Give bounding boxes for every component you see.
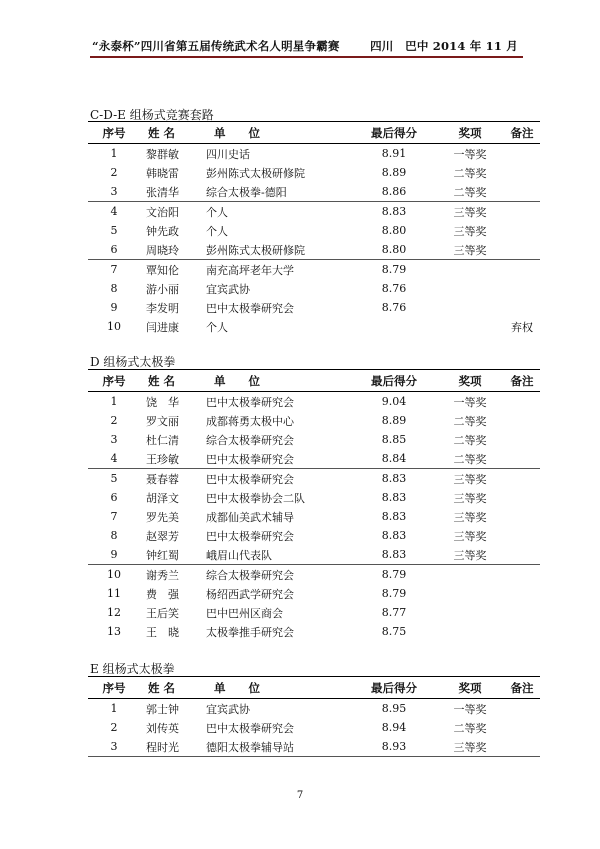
cell-score: 8.93 xyxy=(352,737,436,757)
cell-award: 一等奖 xyxy=(453,395,487,409)
cell-score: 8.77 xyxy=(381,606,407,619)
cell-no: 3 xyxy=(88,737,140,757)
table-row xyxy=(88,469,540,489)
cell-score: 8.94 xyxy=(381,721,407,734)
cell-award: 二等奖 xyxy=(436,182,504,202)
results-table-cde xyxy=(88,121,540,336)
col-header-name: 姓 名 xyxy=(140,122,206,144)
cell-note: 弃权 xyxy=(511,320,533,334)
cell-no: 6 xyxy=(110,491,118,504)
table-row xyxy=(88,565,540,585)
table-row xyxy=(88,240,540,260)
cell-award xyxy=(436,317,504,336)
cell-score: 8.89 xyxy=(381,166,407,179)
cell-award: 三等奖 xyxy=(436,545,504,565)
table-row xyxy=(88,584,540,603)
cell-score: 8.83 xyxy=(381,510,407,523)
cell-score: 8.83 xyxy=(352,545,436,565)
cell-score: 8.83 xyxy=(381,472,407,485)
cell-note xyxy=(504,603,540,622)
table-row xyxy=(88,163,540,182)
cell-name: 杜仁清 xyxy=(146,433,179,447)
table-row xyxy=(88,202,540,222)
page-header xyxy=(90,38,520,54)
col-header-name: 姓 名 xyxy=(140,370,206,392)
cell-name: 郭士钟 xyxy=(146,702,179,716)
cell-no: 12 xyxy=(107,606,121,619)
cell-award: 三等奖 xyxy=(453,491,487,505)
cell-award xyxy=(436,584,504,603)
cell-note xyxy=(504,718,540,737)
cell-name: 赵翠芳 xyxy=(146,529,179,543)
cell-award: 三等奖 xyxy=(453,529,487,543)
cell-no: 11 xyxy=(107,587,121,600)
cell-name: 罗先美 xyxy=(146,510,179,524)
cell-name: 闫进康 xyxy=(146,320,179,334)
cell-no: 1 xyxy=(110,147,118,160)
col-header-note: 备注 xyxy=(504,122,540,144)
cell-no: 4 xyxy=(110,205,118,218)
cell-unit: 综合太极拳-德阳 xyxy=(206,182,352,202)
cell-no: 2 xyxy=(110,166,118,179)
cell-score: 8.95 xyxy=(381,702,407,715)
cell-unit: 宜宾武协 xyxy=(206,702,250,716)
cell-no: 3 xyxy=(88,182,140,202)
cell-note xyxy=(504,507,540,526)
cell-award: 一等奖 xyxy=(453,702,487,716)
cell-no: 7 xyxy=(110,510,118,523)
cell-score: 8.76 xyxy=(381,301,407,314)
cell-score xyxy=(352,317,436,336)
cell-name: 谢秀兰 xyxy=(146,568,179,582)
page-number: 7 xyxy=(296,790,304,801)
cell-award xyxy=(436,622,504,641)
cell-no: 2 xyxy=(110,721,118,734)
cell-score: 8.80 xyxy=(381,224,407,237)
cell-score: 8.84 xyxy=(352,449,436,469)
cell-unit: 峨眉山代表队 xyxy=(206,545,352,565)
cell-no: 13 xyxy=(107,625,121,638)
col-header-score: 最后得分 xyxy=(352,370,436,392)
cell-note xyxy=(504,240,540,260)
table-row xyxy=(88,699,540,719)
cell-score: 8.75 xyxy=(381,625,407,638)
cell-score: 8.89 xyxy=(381,414,407,427)
col-header-note: 备注 xyxy=(504,370,540,392)
table-header-row xyxy=(88,122,540,144)
cell-award: 三等奖 xyxy=(436,737,504,757)
cell-note xyxy=(504,279,540,298)
col-header-award: 奖项 xyxy=(436,677,504,699)
table-row xyxy=(88,526,540,545)
cell-no: 1 xyxy=(110,395,118,408)
cell-unit: 个人 xyxy=(206,224,228,238)
cell-unit: 个人 xyxy=(206,205,228,219)
table-row xyxy=(88,603,540,622)
cell-score: 8.83 xyxy=(381,529,407,542)
cell-score: 8.80 xyxy=(352,240,436,260)
cell-unit: 太极拳推手研究会 xyxy=(206,625,294,639)
cell-note xyxy=(504,565,540,585)
table-header-row xyxy=(88,370,540,392)
cell-score: 8.76 xyxy=(381,282,407,295)
col-header-award: 奖项 xyxy=(436,370,504,392)
cell-no: 3 xyxy=(110,433,118,446)
cell-note xyxy=(504,182,540,202)
table-row xyxy=(88,221,540,240)
cell-unit: 个人 xyxy=(206,320,228,334)
cell-unit: 宜宾武协 xyxy=(206,282,250,296)
cell-score: 8.85 xyxy=(381,433,407,446)
cell-score: 9.04 xyxy=(381,395,407,408)
cell-no: 8 xyxy=(110,529,118,542)
cell-name: 李发明 xyxy=(146,301,179,315)
cell-score: 8.79 xyxy=(381,263,407,276)
cell-note xyxy=(504,469,540,489)
cell-note xyxy=(504,430,540,449)
cell-unit: 彭州陈式太极研修院 xyxy=(206,240,352,260)
cell-award: 一等奖 xyxy=(453,147,487,161)
cell-award: 二等奖 xyxy=(453,166,487,180)
cell-unit: 杨绍西武学研究会 xyxy=(206,587,294,601)
cell-unit: 彭州陈式太极研修院 xyxy=(206,166,305,180)
cell-unit: 巴中太极拳研究会 xyxy=(206,395,294,409)
col-header-no: 序号 xyxy=(88,370,140,392)
cell-note xyxy=(504,526,540,545)
cell-award xyxy=(436,260,504,280)
col-header-unit: 单 位 xyxy=(206,370,352,392)
cell-unit: 巴中巴州区商会 xyxy=(206,606,283,620)
table-row xyxy=(88,430,540,449)
table-row xyxy=(88,545,540,565)
cell-award xyxy=(436,603,504,622)
table-row xyxy=(88,298,540,317)
cell-note xyxy=(504,411,540,430)
cell-name: 覃知伦 xyxy=(146,263,179,277)
col-header-unit: 单 位 xyxy=(206,122,352,144)
table-row xyxy=(88,737,540,757)
cell-score: 8.91 xyxy=(381,147,407,160)
col-header-score: 最后得分 xyxy=(352,677,436,699)
header-place-date: 四川 巴中 2014 年 11 月 xyxy=(370,39,518,53)
table-row xyxy=(88,507,540,526)
cell-note xyxy=(504,545,540,565)
cell-name: 饶 华 xyxy=(146,395,179,409)
cell-unit: 综合太极拳研究会 xyxy=(206,433,294,447)
cell-name: 韩晓雷 xyxy=(146,166,179,180)
cell-note xyxy=(504,163,540,182)
section-title-cde: C-D-E 组杨式竞赛套路 xyxy=(90,108,214,122)
col-header-award: 奖项 xyxy=(436,122,504,144)
cell-note xyxy=(504,622,540,641)
cell-award: 三等奖 xyxy=(453,472,487,486)
cell-name: 费 强 xyxy=(146,587,179,601)
cell-note xyxy=(504,260,540,280)
cell-name: 游小丽 xyxy=(146,282,179,296)
cell-award: 二等奖 xyxy=(453,414,487,428)
table-row xyxy=(88,279,540,298)
col-header-no: 序号 xyxy=(88,122,140,144)
col-header-score: 最后得分 xyxy=(352,122,436,144)
table-row xyxy=(88,182,540,202)
cell-award: 三等奖 xyxy=(436,240,504,260)
cell-no: 1 xyxy=(110,702,118,715)
cell-note xyxy=(504,737,540,757)
cell-name: 钟红蜀 xyxy=(140,545,206,565)
cell-award xyxy=(436,565,504,585)
col-header-no: 序号 xyxy=(88,677,140,699)
cell-note xyxy=(504,298,540,317)
cell-note xyxy=(504,392,540,412)
cell-no: 9 xyxy=(110,301,118,314)
table-row xyxy=(88,411,540,430)
cell-unit: 巴中太极拳研究会 xyxy=(206,449,352,469)
cell-note xyxy=(504,202,540,222)
cell-no: 9 xyxy=(88,545,140,565)
cell-unit: 综合太极拳研究会 xyxy=(206,568,294,582)
cell-score: 8.79 xyxy=(381,587,407,600)
results-table-e xyxy=(88,676,540,757)
cell-name: 张清华 xyxy=(140,182,206,202)
cell-name: 程时光 xyxy=(140,737,206,757)
cell-name: 钟先政 xyxy=(146,224,179,238)
cell-unit: 德阳太极拳辅导站 xyxy=(206,737,352,757)
cell-award: 二等奖 xyxy=(453,433,487,447)
cell-unit: 巴中太极拳研究会 xyxy=(206,721,294,735)
cell-note xyxy=(504,144,540,164)
cell-note xyxy=(504,488,540,507)
cell-name: 聂春蓉 xyxy=(146,472,179,486)
cell-note xyxy=(504,584,540,603)
cell-no: 8 xyxy=(110,282,118,295)
cell-unit: 巴中太极拳研究会 xyxy=(206,529,294,543)
cell-award: 三等奖 xyxy=(453,510,487,524)
table-row xyxy=(88,622,540,641)
cell-unit: 成都蒋勇太极中心 xyxy=(206,414,294,428)
cell-award: 二等奖 xyxy=(453,721,487,735)
cell-score: 8.83 xyxy=(381,491,407,504)
cell-name: 刘传英 xyxy=(146,721,179,735)
cell-note xyxy=(504,699,540,719)
cell-no: 2 xyxy=(110,414,118,427)
cell-name: 文治阳 xyxy=(146,205,179,219)
cell-no: 7 xyxy=(110,263,118,276)
cell-score: 8.83 xyxy=(381,205,407,218)
cell-score: 8.86 xyxy=(352,182,436,202)
cell-unit: 南充高坪老年大学 xyxy=(206,263,294,277)
cell-name: 王后笑 xyxy=(146,606,179,620)
table-row xyxy=(88,392,540,412)
table-row xyxy=(88,317,540,336)
cell-award xyxy=(436,279,504,298)
cell-name: 胡泽文 xyxy=(146,491,179,505)
table-row xyxy=(88,260,540,280)
cell-no: 10 xyxy=(107,320,121,333)
cell-name: 罗文丽 xyxy=(146,414,179,428)
cell-award: 三等奖 xyxy=(453,205,487,219)
cell-unit: 成都仙美武术辅导 xyxy=(206,510,294,524)
col-header-note: 备注 xyxy=(504,677,540,699)
cell-no: 10 xyxy=(107,568,121,581)
cell-award: 二等奖 xyxy=(436,449,504,469)
cell-name: 王 晓 xyxy=(146,625,179,639)
cell-name: 王珍敏 xyxy=(140,449,206,469)
cell-score: 8.79 xyxy=(381,568,407,581)
section-title-d: D 组杨式太极拳 xyxy=(90,355,176,369)
header-rule xyxy=(90,56,523,58)
cell-no: 5 xyxy=(110,472,118,485)
cell-note xyxy=(504,449,540,469)
cell-award: 三等奖 xyxy=(453,224,487,238)
cell-unit: 巴中太极拳研究会 xyxy=(206,301,294,315)
cell-unit: 四川史话 xyxy=(206,147,250,161)
cell-name: 周晓玲 xyxy=(140,240,206,260)
table-row xyxy=(88,718,540,737)
cell-no: 6 xyxy=(88,240,140,260)
cell-unit: 巴中太极拳协会二队 xyxy=(206,491,305,505)
section-title-e: E 组杨式太极拳 xyxy=(90,662,175,676)
cell-award xyxy=(436,298,504,317)
results-table-d xyxy=(88,369,540,641)
col-header-name: 姓 名 xyxy=(140,677,206,699)
header-title: “永泰杯”四川省第五届传统武术名人明星争霸赛 xyxy=(91,39,340,53)
table-row xyxy=(88,449,540,469)
cell-unit: 巴中太极拳研究会 xyxy=(206,472,294,486)
cell-no: 4 xyxy=(88,449,140,469)
table-row xyxy=(88,488,540,507)
col-header-unit: 单 位 xyxy=(206,677,352,699)
cell-name: 黎群敏 xyxy=(146,147,179,161)
table-row xyxy=(88,144,540,164)
table-header-row xyxy=(88,677,540,699)
cell-note xyxy=(504,221,540,240)
cell-no: 5 xyxy=(110,224,118,237)
